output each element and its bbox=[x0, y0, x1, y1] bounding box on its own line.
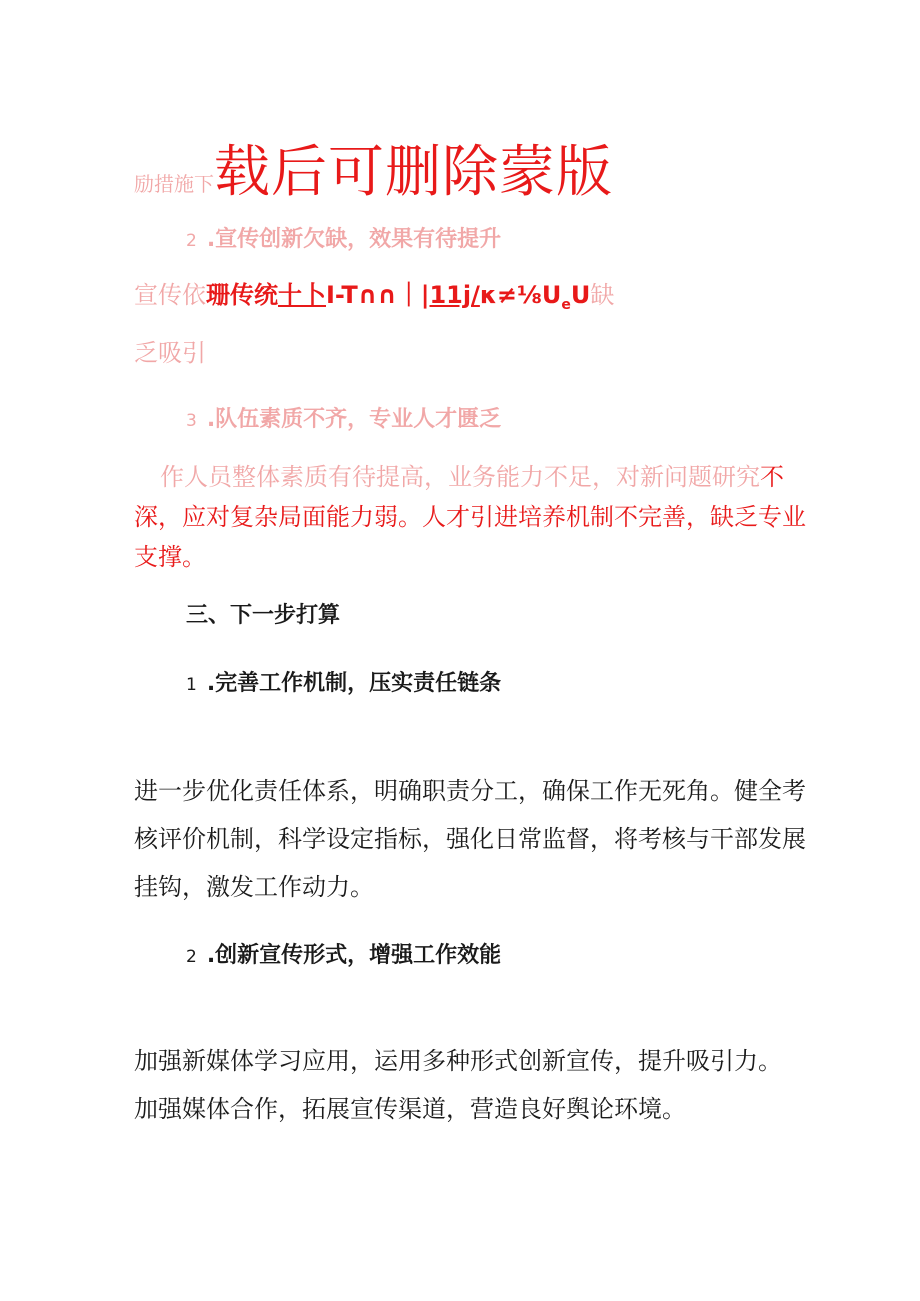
faded-text: 作人员整体素质有待提高，业务能力不足，对新问题研究 bbox=[160, 463, 760, 491]
watermark-notice: 载后可删除蒙版 bbox=[214, 140, 613, 205]
paragraph-line: 挂钩，激发工作动力。 bbox=[134, 873, 374, 901]
faded-text: 励措施下 bbox=[134, 172, 214, 196]
faded-text: 宣传依 bbox=[134, 281, 206, 309]
garbled-segment: e bbox=[561, 296, 571, 313]
section-title: 三、下一步打算 bbox=[186, 603, 341, 628]
garbled-segment: U bbox=[570, 281, 591, 309]
garbled-segment: κ≠⅛U bbox=[479, 281, 562, 309]
garbled-segment: I-T∩∩｜| bbox=[326, 281, 430, 309]
paragraph-line: 核评价机制，科学设定指标，强化日常监督，将考核与干部发展 bbox=[134, 825, 806, 853]
heading-publicity-innovation bbox=[186, 226, 501, 255]
heading-number: 2 bbox=[186, 231, 197, 251]
paragraph-line: 支撑。 bbox=[134, 543, 206, 571]
heading-text: .队伍素质不齐，专业人才匮乏 bbox=[206, 407, 502, 432]
garbled-segment: 11j/ bbox=[429, 281, 480, 309]
heading-team-quality bbox=[186, 406, 501, 435]
red-text: 不 bbox=[760, 463, 784, 491]
heading-number: 2 bbox=[186, 947, 197, 967]
faded-line: 乏吸引 bbox=[134, 339, 206, 367]
heading-text: .创新宣传形式，增强工作效能 bbox=[206, 943, 502, 968]
heading-text: .宣传创新欠缺，效果有待提升 bbox=[206, 227, 502, 252]
paragraph-line: 进一步优化责任体系，明确职责分工，确保工作无死角。健全考 bbox=[134, 777, 806, 805]
paragraph-line: 深，应对复杂局面能力弱。人才引进培养机制不完善，缺乏专业 bbox=[134, 503, 806, 531]
heading-number: 1 bbox=[186, 675, 197, 695]
paragraph-line: 加强媒体合作，拓展宣传渠道，营造良好舆论环境。 bbox=[134, 1095, 686, 1123]
garbled-segment: 十卜 bbox=[278, 281, 326, 309]
item-heading-mechanism bbox=[186, 670, 501, 699]
heading-number: 3 bbox=[186, 411, 197, 431]
paragraph-line: 加强新媒体学习应用，运用多种形式创新宣传，提升吸引力。 bbox=[134, 1047, 782, 1075]
garbled-line bbox=[134, 280, 614, 320]
paragraph-line bbox=[160, 462, 784, 492]
garbled-text bbox=[206, 281, 591, 313]
faded-text: 缺 bbox=[590, 281, 615, 309]
heading-text: .完善工作机制，压实责任链条 bbox=[206, 671, 502, 696]
item-heading-publicity bbox=[186, 942, 501, 971]
garbled-segment: 珊传统 bbox=[206, 281, 278, 309]
watermark-line bbox=[134, 128, 613, 205]
